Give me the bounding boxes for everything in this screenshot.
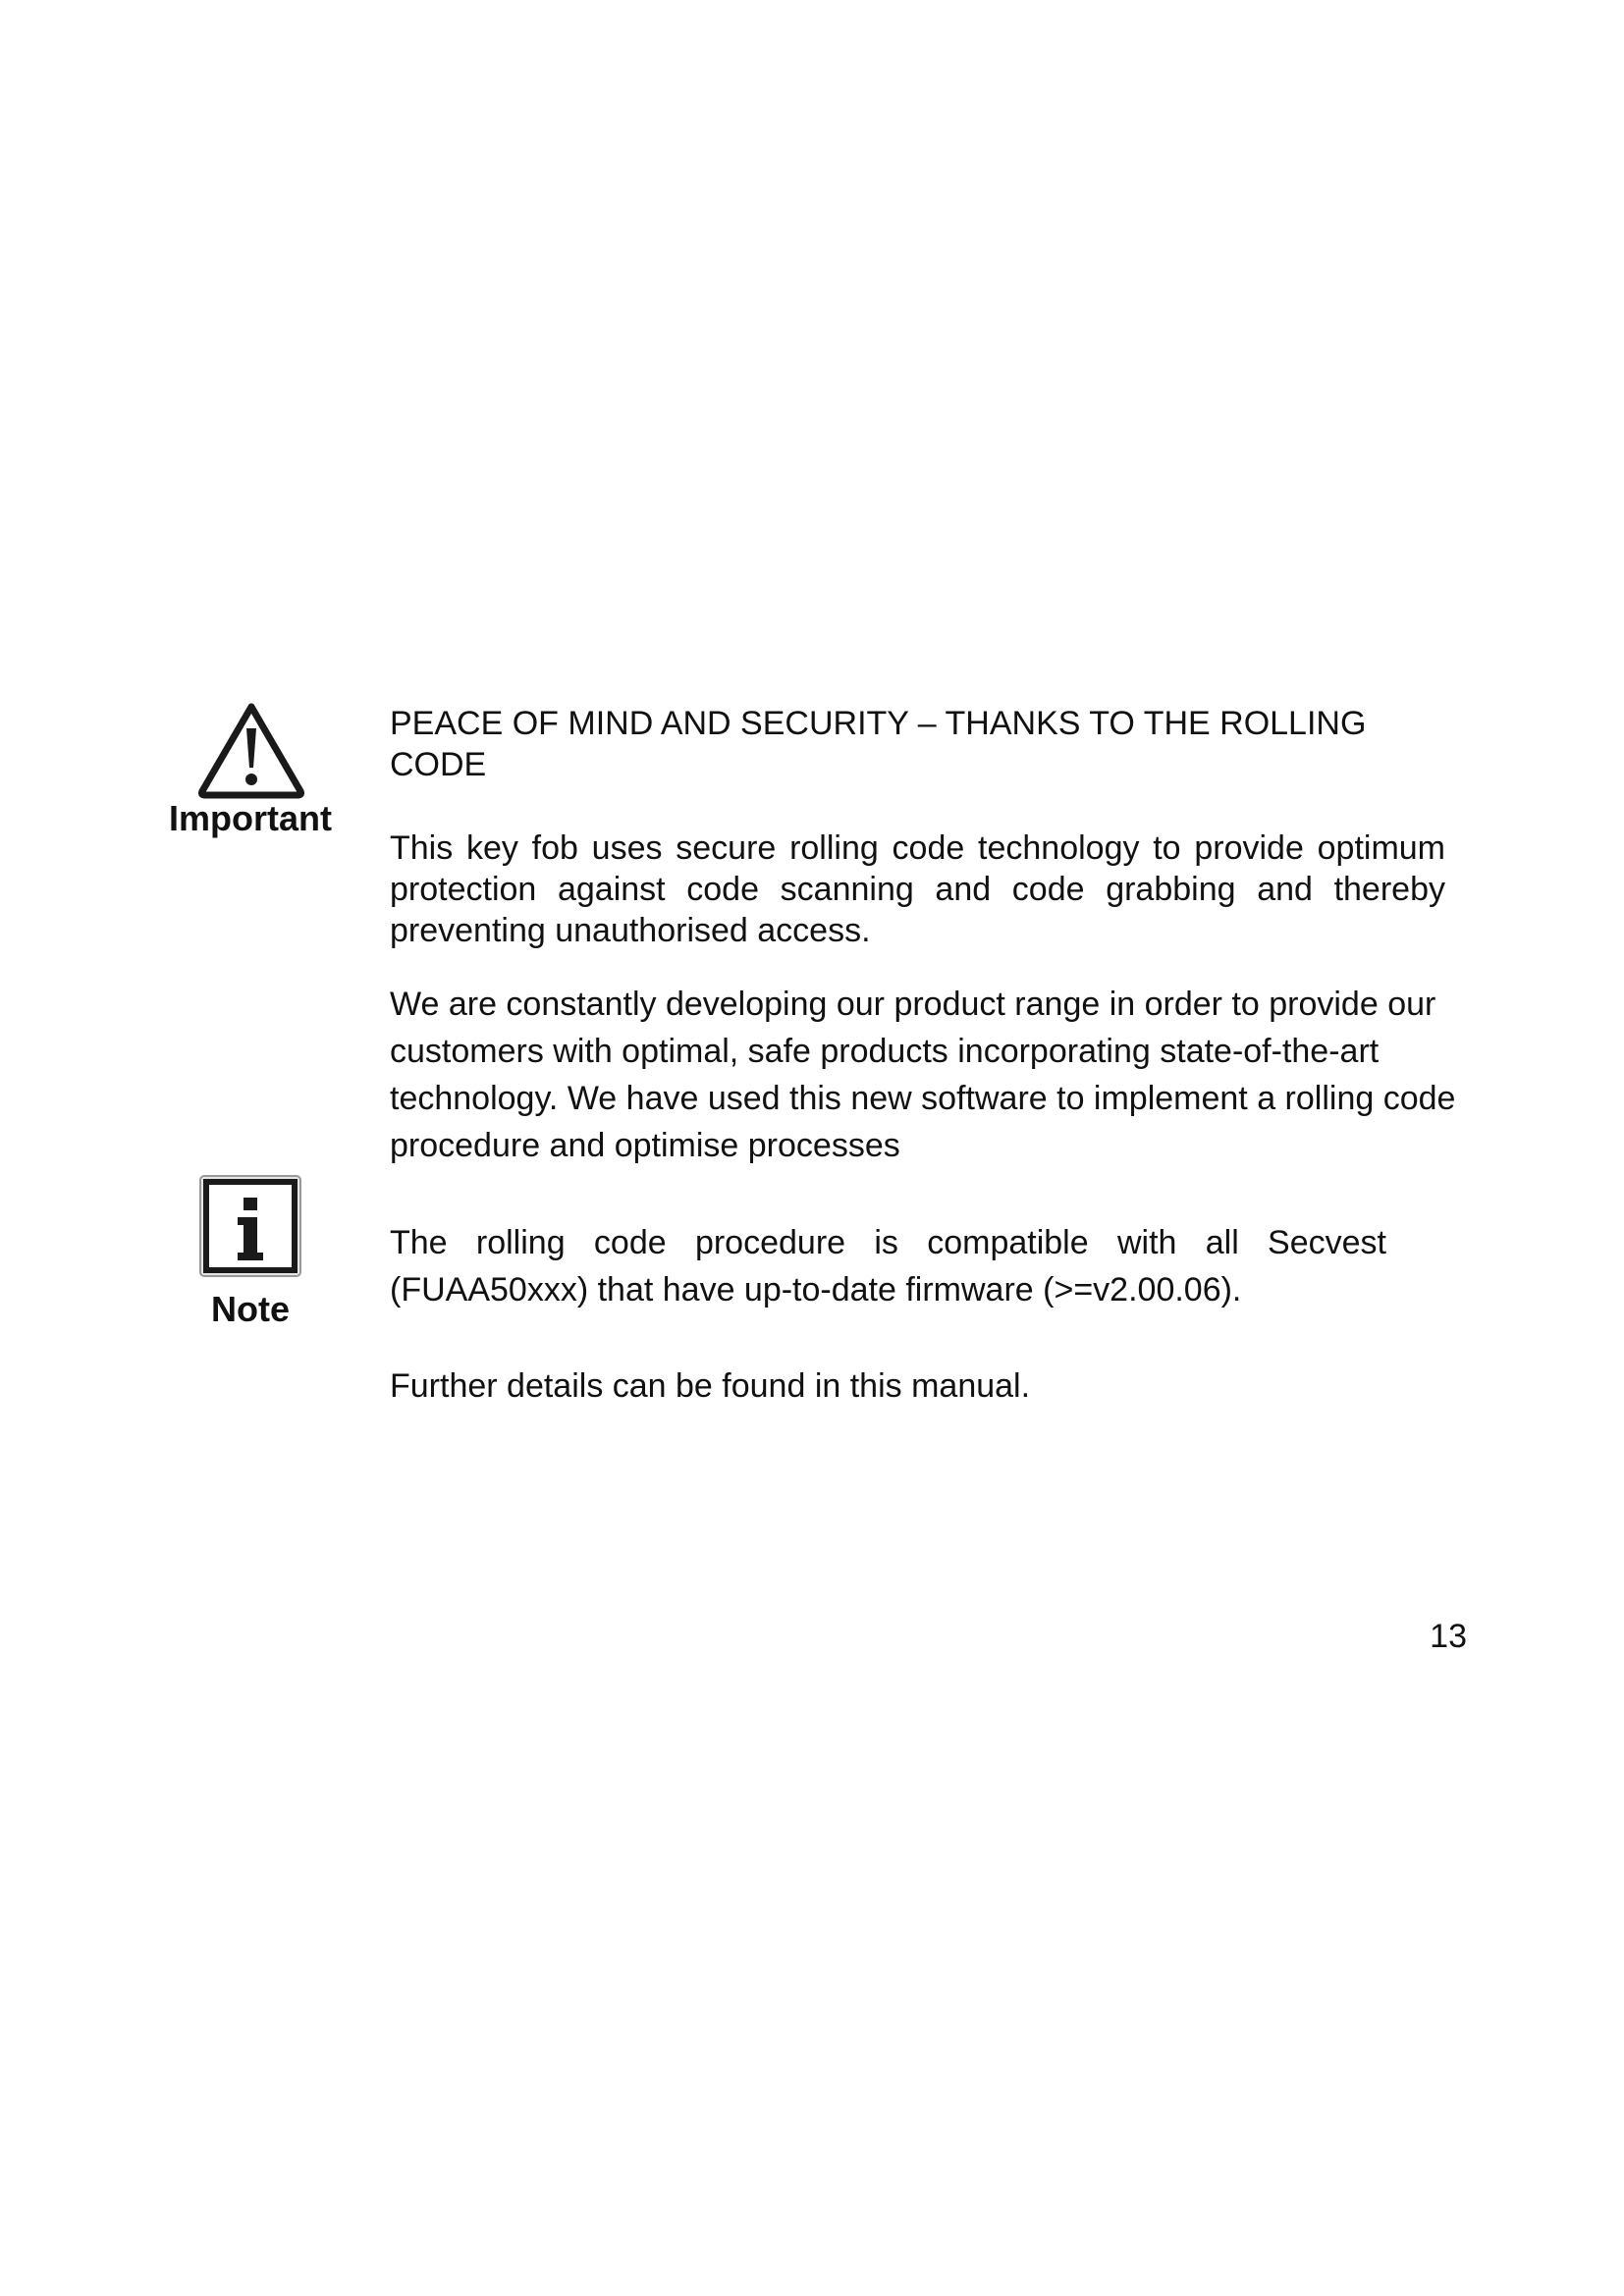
note-label: Note: [211, 1289, 290, 1329]
paragraph-development: We are constantly developing our product range in order to provide our customers with optimal, safe products incorporating state-of-the-art technology. We have used this new software to implement a rolling code procedure and optimise processes: [390, 986, 1456, 1164]
page-number: 13: [1430, 1618, 1467, 1655]
paragraph-rolling-code: This key fob uses secure rolling code technology to provide optimum protection against code scanning and code grabbing and thereby preventing unauthorised access.: [390, 829, 1445, 949]
important-label: Important: [169, 798, 332, 838]
warning-triangle-icon: [194, 699, 308, 801]
section-heading: PEACE OF MIND AND SECURITY – THANKS TO THE ROLLING CODE: [390, 705, 1367, 783]
info-icon: [198, 1174, 302, 1278]
paragraph-compatibility: The rolling code procedure is compatible with all Secvest (FUAA50xxx) that have up-to-date firmware (>=v2.00.06).: [390, 1224, 1386, 1308]
paragraph-further-details: Further details can be found in this manual.: [390, 1367, 1031, 1405]
